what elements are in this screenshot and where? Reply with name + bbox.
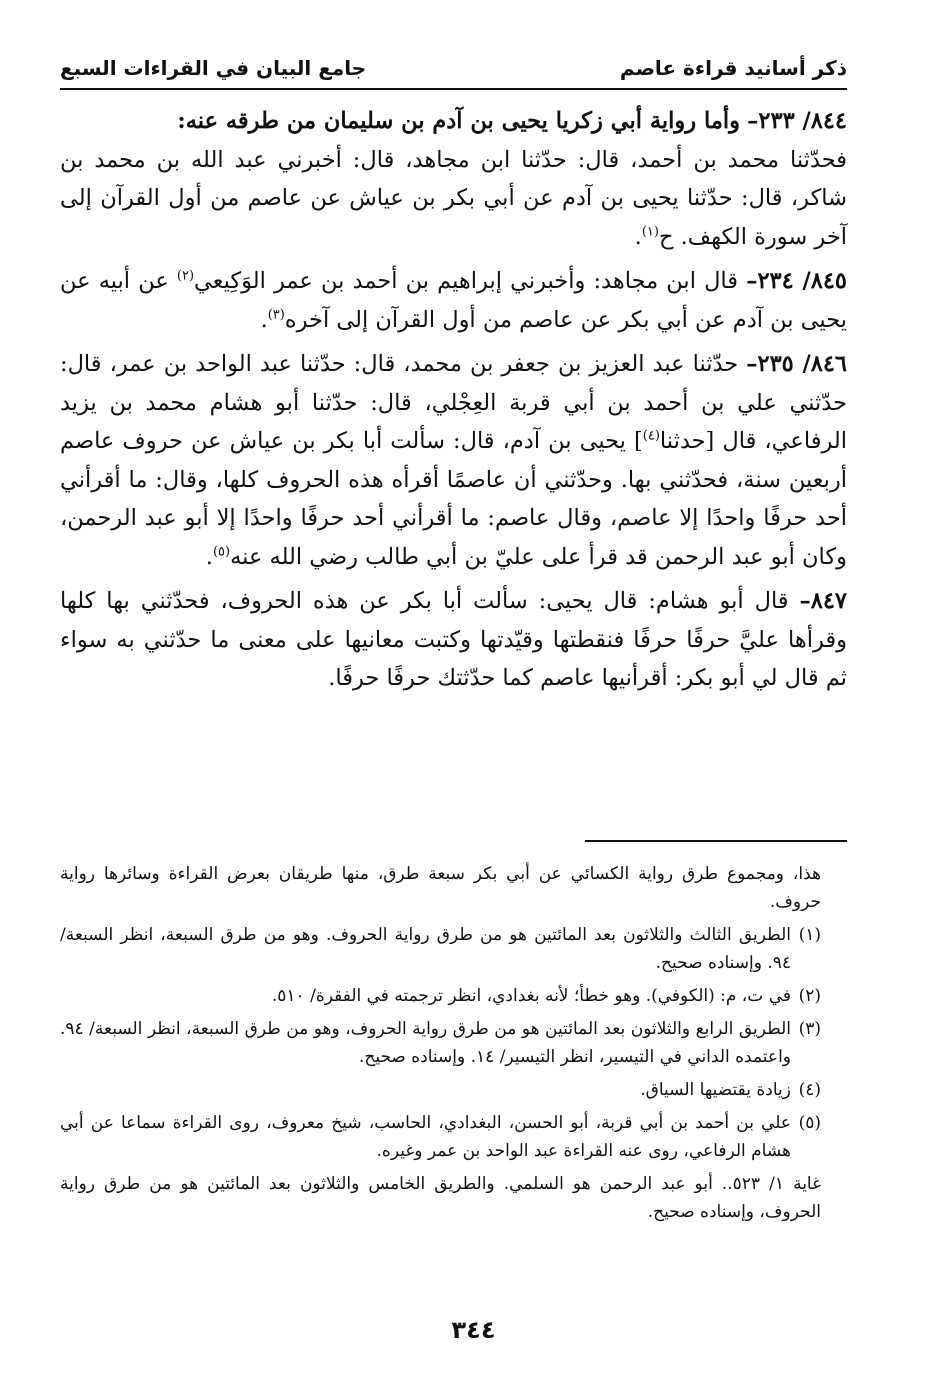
page-number: ٣٤٤ — [451, 1316, 496, 1344]
paragraph-text: ] يحيى بن آدم، قال: سألت أبا بكر بن عياش عن حروف عاصم أربعين سنة، فحدّثني بها. وحدّثني أن عاصمًا أقرأه هذه الحروف كلها، وقال: ما أقرأني أحد حرفًا واحدًا إلا عاصم، وقال عاصم: ما أقرأني أحد حرفًا واحدًا إلا أبو عبد الرحمن، وكان أبو عبد الرحمن قد قرأ على عليّ بن أبي طالب رضي الله عنه — [60, 428, 847, 570]
footnote-text: في ت، م: (الكوفي). وهو خطأ؛ لأنه بغدادي، انظر ترجمته في الفقرة/ ٥١٠. — [271, 986, 791, 1006]
paragraph-number: ٨٤٥/ ٢٣٤– — [746, 268, 848, 294]
footnote-intro: هذا، ومجموع طرق رواية الكسائي عن أبي بكر سبعة طرق، منها طريقان بعرض القراءة وسائرها رواية حروف. — [60, 864, 821, 912]
paragraph-number: ٨٤٧– — [799, 588, 847, 614]
footnote-ref: (١) — [641, 224, 659, 239]
paragraph-end: . — [634, 223, 642, 250]
footnote-ref: (٤) — [642, 428, 660, 444]
footnote-5 — [60, 1109, 821, 1165]
footnote-mark: (٥) — [798, 1113, 821, 1133]
paragraph-846 — [60, 345, 847, 576]
footnote-4 — [60, 1076, 821, 1104]
paragraph-text: قال أبو هشام: قال يحيى: سألت أبا بكر عن هذه الحروف، فحدّثني بها كلها وقرأها عليَّ حرفًا حرفًا فنقطتها وقيّدتها وكتبت معانيها على معنى ما حدّثني به سواء ثم قال لي أبو بكر: أقرأنيها عاصم كما حدّثتك حرفًا حرفًا. — [60, 588, 847, 691]
paragraph-text: فحدّثنا محمد بن أحمد، قال: حدّثنا ابن مجاهد، قال: أخبرني عبد الله بن محمد بن شاكر، قال: حدّثنا يحيى بن آدم عن أبي بكر بن عياش عن عاصم من أول القرآن إلى آخر سورة الكهف. ح — [60, 146, 847, 250]
footnotes — [60, 860, 821, 1231]
paragraph-heading: وأما رواية أبي زكريا يحيى بن آدم بن سليمان من طرقه عنه: — [177, 108, 740, 134]
paragraph-844 — [60, 102, 847, 256]
paragraph-end: . — [260, 306, 268, 333]
footnote-continuation: غاية ١/ ٥٢٣.. أبو عبد الرحمن هو السلمي. والطريق الخامس والثلاثون بعد المائتين هو من طرق رواية الحروف، وإسناده صحيح. — [60, 1174, 821, 1222]
footnote-text: زيادة يقتضيها السياق. — [640, 1080, 791, 1100]
book-title: جامع البيان في القراءات السبع — [60, 56, 367, 80]
footnote-ref: (٥) — [212, 544, 231, 559]
footnote-text: علي بن أحمد بن أبي قربة، أبو الحسن، البغدادي، الحاسب، شيخ معروف، روى القراءة سماعا عن أبي هشام الرفاعي، روى عنه القراءة عبد الواحد بن عمر وغيره. — [60, 1113, 791, 1161]
footnote-text: الطريق الرابع والثلاثون بعد المائتين هو من طرق رواية الحروف، وهو من طرق السبعة، انظر السبعة/ ٩٤. واعتمده الداني في التيسير، انظر التيسير/ ١٤. وإسناده صحيح. — [60, 1019, 791, 1067]
main-text — [60, 102, 847, 704]
footnote-divider — [585, 840, 847, 842]
footnote-mark: (٤) — [798, 1080, 821, 1100]
paragraph-845 — [60, 262, 847, 339]
paragraph-text: حدّثنا عبد العزيز بن جعفر بن محمد، قال: حدّثنا عبد الواحد بن عمر، قال: حدّثني علي بن أحمد بن أبي قربة العِجْلي، قال: حدّثنا أبو هشام محمد بن يزيد الرفاعي، قال [حدثنا — [60, 351, 847, 454]
paragraph-text: قال ابن مجاهد: وأخبرني إبراهيم بن أحمد بن عمر الوَكِيعي — [194, 268, 739, 294]
footnote-mark: (١) — [798, 925, 821, 945]
paragraph-text: عن أبيه عن يحيى بن آدم عن أبي بكر عن عاصم من أول القرآن إلى آخره — [60, 268, 847, 333]
footnote-ref: (٣) — [267, 307, 285, 322]
footnote-text: الطريق الثالث والثلاثون بعد المائتين هو من طرق رواية الحروف. وهو من طرق السبعة، انظر السبعة/ ٩٤. وإسناده صحيح. — [60, 925, 791, 973]
footnote-1 — [60, 921, 821, 977]
paragraph-number: ٨٤٦/ ٢٣٥– — [746, 351, 847, 377]
footnote-2 — [60, 982, 821, 1010]
paragraph-847 — [60, 582, 847, 698]
footnote-mark: (٢) — [798, 986, 821, 1006]
footnote-mark: (٣) — [798, 1019, 821, 1039]
paragraph-end: . — [205, 543, 213, 570]
footnote-ref: (٢) — [176, 268, 195, 284]
paragraph-number: ٨٤٤/ ٢٣٣– — [747, 108, 847, 134]
footnote-3 — [60, 1015, 821, 1071]
chapter-title: ذكر أسانيد قراءة عاصم — [619, 56, 847, 80]
running-header — [60, 52, 847, 90]
